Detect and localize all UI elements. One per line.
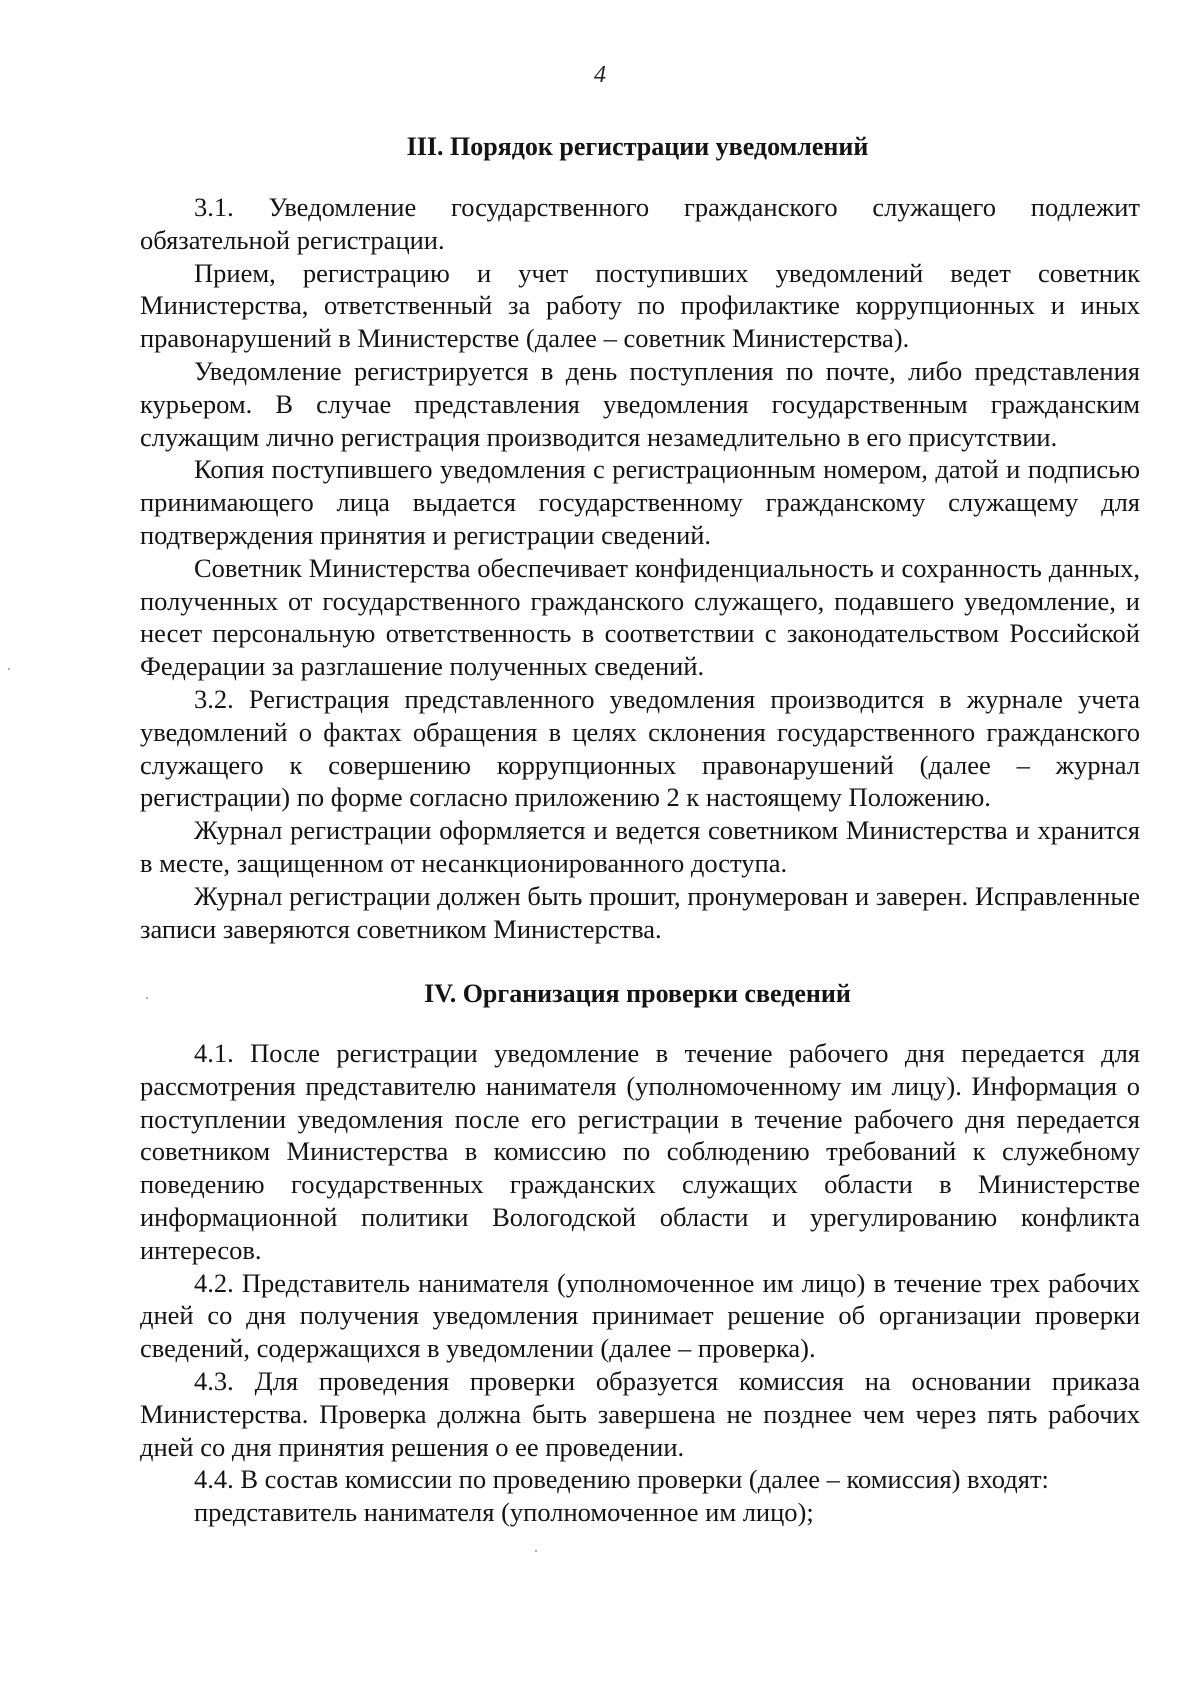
scan-speck — [8, 668, 10, 670]
section-3-body — [140, 191, 1140, 945]
paragraph-3-1-copy: Копия поступившего уведомления с регистрационным номером, датой и подписью принимающего лица выдается государственному гражданскому служащему для подтверждения принятия и регистрации сведений. — [140, 454, 1140, 550]
scan-speck — [146, 997, 148, 999]
paragraph-3-2-journal-binding: Журнал регистрации должен быть прошит, пронумерован и заверен. Исправленные записи заверяются советником Министерства. — [140, 880, 1140, 944]
section-3-heading: III. Порядок регистрации уведомлений — [406, 132, 869, 161]
paragraph-3-1-confidentiality: Советник Министерства обеспечивает конфиденциальность и сохранность данных, полученных от государственного гражданского служащего, подавшего уведомление, и несет персональную ответственность в соответствии с законодательством Российской Федерации за разглашение полученных сведений. — [140, 552, 1140, 682]
paragraph-3-2: 3.2. Регистрация представленного уведомления производится в журнале учета уведомлений о фактах обращения в целях склонения государственного гражданского служащего к совершению коррупционных правонарушений (далее – журнал регистрации) по форме согласно приложению 2 к настоящему Положению. — [140, 683, 1140, 813]
paragraph-4-4: 4.4. В состав комиссии по проведению проверки (далее – комиссия) входят: — [194, 1464, 1049, 1495]
section-4-heading: IV. Организация проверки сведений — [424, 979, 851, 1008]
paragraph-3-1-reception: Прием, регистрацию и учет поступивших уведомлений ведет советник Министерства, ответственный за работу по профилактике коррупционных и иных правонарушений в Министерстве (далее – советник Министерства). — [140, 257, 1140, 354]
paragraph-3-1: 3.1. Уведомление государственного гражданского служащего подлежит обязательной регистрации. — [140, 192, 1140, 255]
paragraph-4-1: 4.1. После регистрации уведомление в течение рабочего дня передается для рассмотрения представителю нанимателя (уполномоченному им лицу). Информация о поступлении уведомления после его регистрации в течение рабочего дня передается советником Министерства в комиссию по соблюдению требований к служебному поведению государственных гражданских служащих области в Министерстве информационной политики Вологодской области и урегулированию конфликта интересов. — [140, 1038, 1140, 1265]
page-number: 4 — [594, 62, 606, 88]
paragraph-3-2-journal-storage: Журнал регистрации оформляется и ведется советником Министерства и хранится в месте, защищенном от несанкционированного доступа. — [140, 815, 1140, 878]
paragraph-3-1-registration: Уведомление регистрируется в день поступления по почте, либо представления курьером. В случае представления уведомления государственным гражданским служащим лично регистрация производится незамедлительно в его присутствии. — [140, 355, 1140, 452]
paragraph-4-4-member: представитель нанимателя (уполномоченное им лицо); — [194, 1497, 814, 1528]
paragraph-4-2: 4.2. Представитель нанимателя (уполномоченное им лицо) в течение трех рабочих дней со дня получения уведомления принимает решение об организации проверки сведений, содержащихся в уведомлении (далее – проверка). — [140, 1267, 1140, 1364]
paragraph-4-3: 4.3. Для проведения проверки образуется комиссия на основании приказа Министерства. Проверка должна быть завершена не позднее чем через пять рабочих дней со дня принятия решения о ее проведении. — [140, 1365, 1140, 1462]
section-4-body — [140, 1037, 1140, 1529]
scan-speck — [535, 1550, 537, 1552]
